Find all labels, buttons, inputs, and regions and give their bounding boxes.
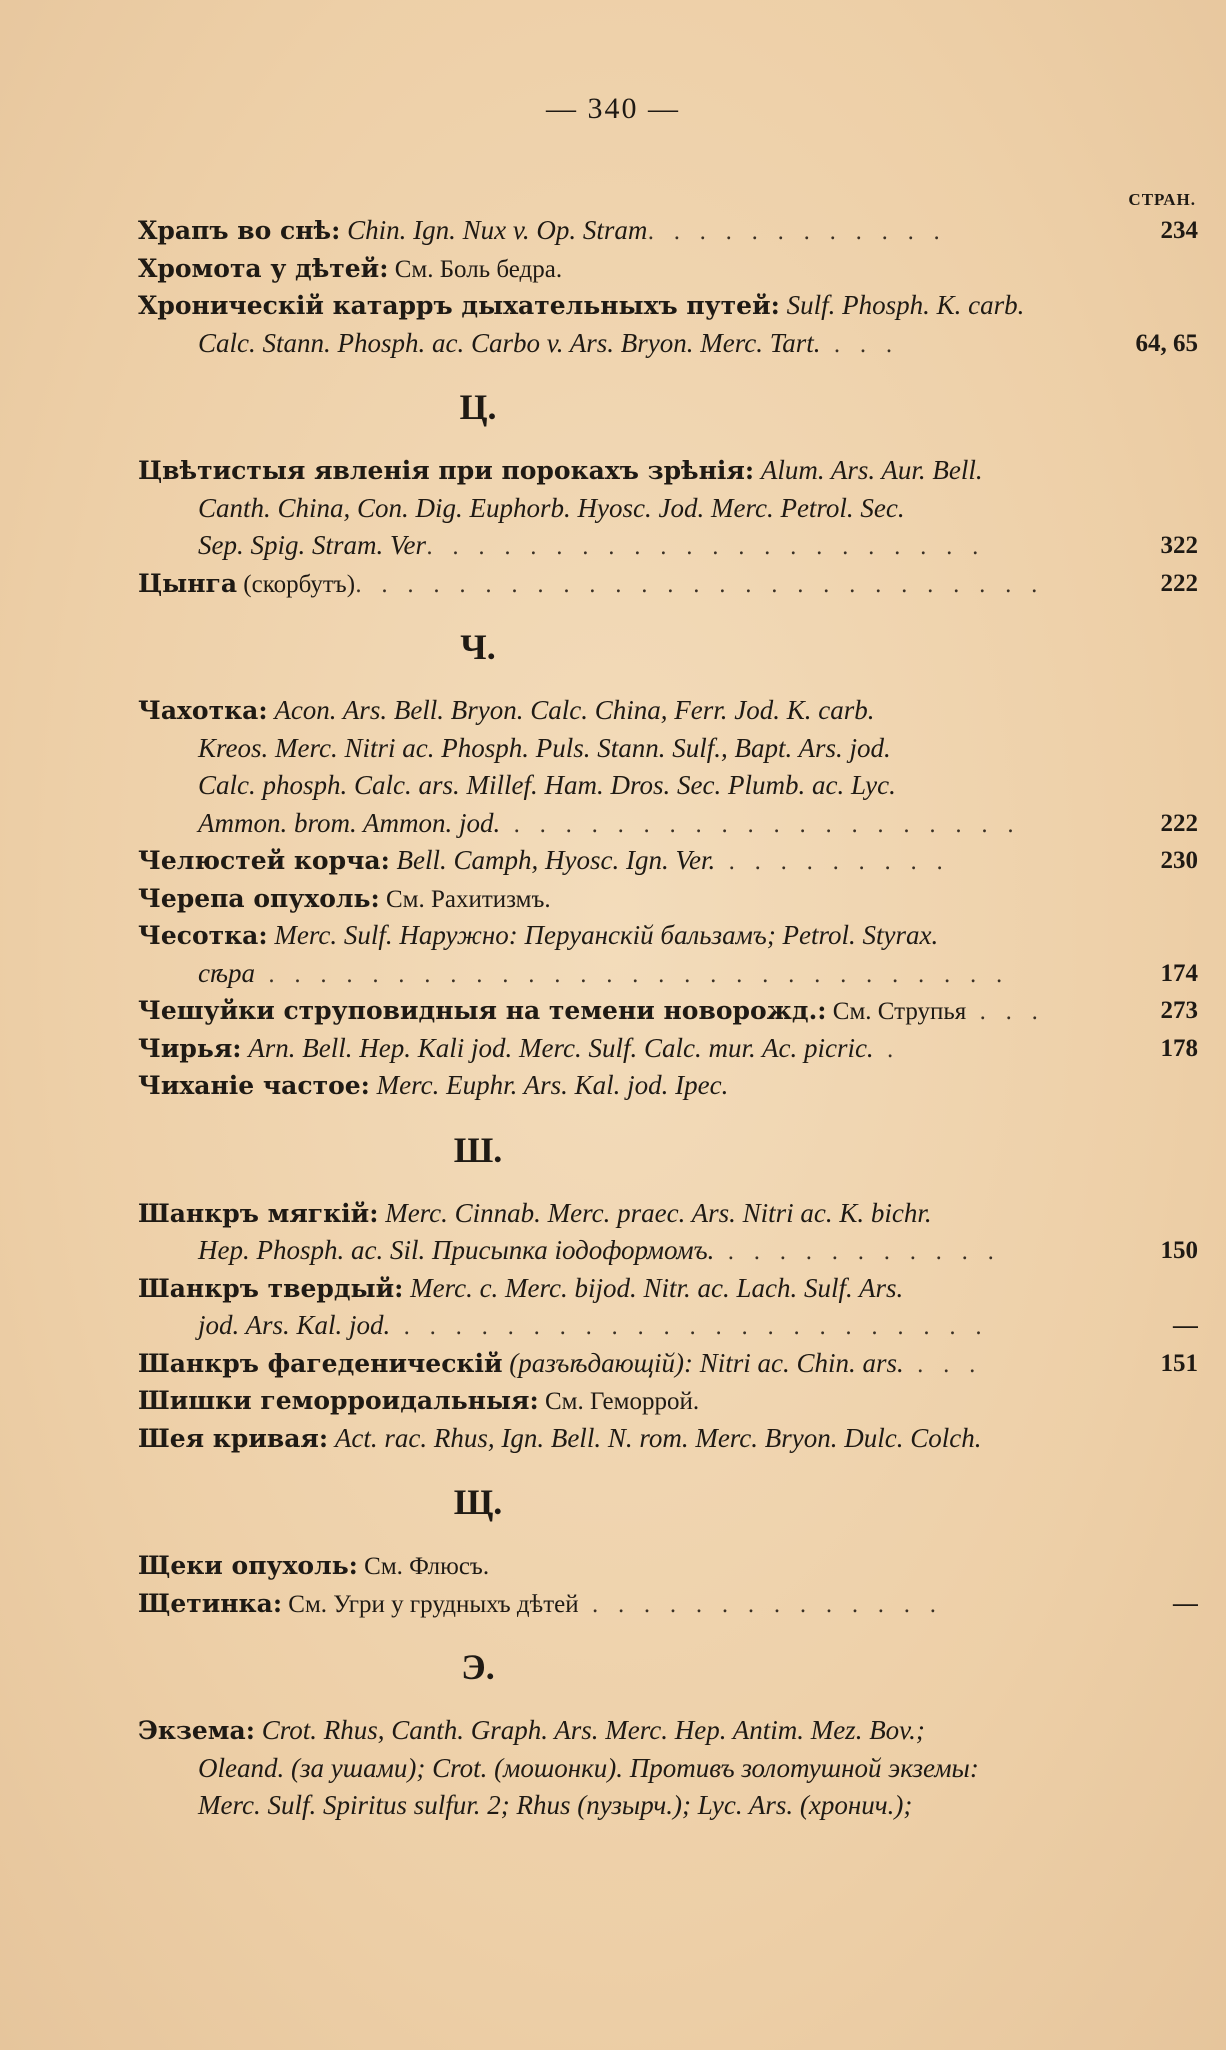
entry-remedies: Canth. China, Con. Dig. Euphorb. Hyosc. Jod. Merc. Petrol. Sec.: [198, 492, 905, 523]
page-reference: 222: [1160, 569, 1198, 597]
entry-remedies: Sulf. Phosph. K. carb.: [779, 290, 1025, 320]
index-content: [138, 212, 1198, 1825]
page-reference: 234: [1160, 217, 1198, 244]
entry-remedies: Kreos. Merc. Nitri ac. Phosph. Puls. Stann. Sulf., Bapt. Ars. jod.: [198, 732, 891, 763]
entry-term: Цвѣтистыя явленія при порокахъ зрѣнія:: [138, 456, 755, 485]
index-entry-continuation: [138, 805, 1198, 843]
entry-term: Щеки опухоль:: [138, 1551, 358, 1580]
entry-remedies: См. Флюсъ.: [357, 1553, 490, 1580]
entry-remedies: сѣра: [198, 957, 255, 988]
entry-remedies: Calc. Stann. Phosph. ac. Carbo v. Ars. Bryon. Merc. Tart.: [198, 327, 821, 358]
entry-remedies: Merc. c. Merc. bijod. Nitr. ac. Lach. Sulf. Ars.: [403, 1272, 904, 1303]
page-reference: 151: [1160, 1349, 1198, 1377]
leader-dots: .: [873, 1037, 900, 1063]
page-reference: 64, 65: [1135, 329, 1198, 357]
leader-dots: . . . . . . . . . . . . . . . . . . . . . . .: [390, 1315, 988, 1340]
entry-term: Шанкръ мягкій:: [138, 1198, 379, 1228]
index-entry-continuation: [138, 767, 1198, 805]
leader-dots: . . . . . . . . . . . . . . . . . . . .: [500, 812, 1020, 838]
entry-term: Чесотка:: [138, 921, 268, 950]
page-reference: 174: [1160, 959, 1198, 987]
index-entry: [138, 1382, 1198, 1420]
page-reference: 322: [1160, 532, 1198, 559]
section-letter: Ц.: [459, 387, 497, 427]
index-entry: [138, 1345, 1198, 1383]
entry-term: Шанкръ твердый:: [138, 1273, 404, 1303]
entry-remedies: Chin. Ign. Nux v. Op. Stram: [340, 215, 648, 245]
entry-remedies: См. Геморрой.: [538, 1388, 700, 1415]
leader-dots: . . . . . . . . . . . . . . . . . . . . . . . . . . . . .: [255, 962, 1009, 988]
entry-term: Цынга: [138, 568, 238, 598]
entry-remedies: Bell. Camph, Hyosc. Ign. Ver.: [389, 845, 716, 875]
page-reference: 150: [1160, 1237, 1198, 1264]
entry-remedies: Hep. Phosph. ac. Sil. Присыпка іодоформомъ.: [198, 1235, 715, 1265]
index-entry: [138, 1712, 1198, 1750]
section-letter: Э.: [461, 1647, 495, 1687]
page-reference: 230: [1160, 847, 1198, 874]
index-entry: [138, 1195, 1198, 1233]
entry-term: Чирья:: [138, 1033, 242, 1063]
entry-term: Шишки геморроидальныя:: [138, 1386, 539, 1415]
section-letter: Ш.: [453, 1129, 503, 1170]
entry-term: Хромота у дѣтей:: [138, 253, 389, 283]
index-entry: [138, 1420, 1198, 1458]
entry-term: Чиханіе частое:: [138, 1071, 370, 1100]
page-reference: —: [1173, 1312, 1198, 1339]
index-entry: [138, 212, 1198, 250]
index-entry: [138, 1585, 1198, 1623]
index-entry-continuation: [138, 1787, 1198, 1825]
entry-term: Шанкръ фагеденическій: [138, 1348, 503, 1378]
page-reference: 273: [1160, 997, 1198, 1024]
entry-remedies: (разъѣдающій): Nitri ac. Chin. ars.: [502, 1347, 904, 1378]
leader-dots: . . .: [820, 332, 899, 358]
section-letter: Щ.: [453, 1482, 503, 1522]
index-entry: [138, 1030, 1198, 1068]
entry-term: Чешуйки струповидныя на темени новорожд.:: [138, 996, 827, 1025]
entry-remedies: Merc. Cinnab. Merc. praec. Ars. Nitri ac. K. bichr.: [378, 1197, 932, 1228]
index-entry: [138, 287, 1198, 325]
entry-remedies: Oleand. (за ушами); Crot. (мошонки). Противъ золотушной экземы:: [198, 1752, 979, 1783]
page-reference: 178: [1160, 1034, 1198, 1062]
index-entry-continuation: [138, 955, 1198, 993]
index-entry-continuation: [138, 1307, 1198, 1345]
entry-remedies: Acon. Ars. Bell. Bryon. Calc. China, Ferr. Jod. K. carb.: [267, 695, 875, 725]
index-entry: [138, 1067, 1198, 1105]
index-entry: [138, 1547, 1198, 1585]
index-entry: [138, 917, 1198, 955]
entry-remedies: Calc. phosph. Calc. ars. Millef. Ham. Dros. Sec. Plumb. ac. Lyc.: [198, 770, 896, 800]
entry-remedies: Merc. Euphr. Ars. Kal. jod. Ipec.: [369, 1070, 729, 1100]
entry-remedies: См. Угри у грудныхъ дѣтей: [282, 1590, 579, 1618]
page-number: — 340 —: [546, 92, 680, 125]
entry-term: Хроническій катарръ дыхательныхъ путей:: [138, 291, 780, 320]
section-letter: Ч.: [460, 627, 496, 667]
index-entry-continuation: [138, 1750, 1198, 1788]
page-reference: 222: [1160, 809, 1198, 837]
index-entry: [138, 250, 1198, 288]
index-entry: [138, 992, 1198, 1030]
entry-remedies: Merc. Sulf. Spiritus sulfur. 2; Rhus (пузырч.); Lyc. Ars. (хронич.);: [198, 1790, 913, 1820]
entry-remedies: Alum. Ars. Aur. Bell.: [754, 455, 983, 485]
index-entry-continuation: [138, 730, 1198, 768]
entry-remedies: См. Боль бедра.: [388, 255, 563, 283]
entry-term: Черепа опухоль:: [138, 883, 380, 913]
entry-term: Шея кривая:: [138, 1423, 329, 1453]
index-entry-continuation: [138, 490, 1198, 528]
index-entry-continuation: [138, 325, 1198, 363]
entry-remedies: См. Струпья: [826, 998, 967, 1025]
entry-remedies: Sep. Spig. Stram. Ver: [198, 530, 426, 560]
entry-term: Челюстей корча:: [138, 846, 390, 875]
entry-remedies: jod. Ars. Kal. jod.: [198, 1310, 391, 1340]
leader-dots: . . . . . . . . . . . . . .: [578, 1592, 943, 1618]
entry-term: Храпъ во снѣ:: [138, 216, 341, 245]
entry-remedies: (скорбутъ): [237, 570, 356, 598]
index-entry: [138, 842, 1198, 880]
index-entry: [138, 452, 1198, 490]
index-entry: [138, 880, 1198, 918]
entry-remedies: Crot. Rhus, Canth. Graph. Ars. Merc. Hep. Antim. Mez. Bov.;: [254, 1715, 925, 1745]
entry-remedies: Act. rac. Rhus, Ign. Bell. N. rom. Merc. Bryon. Dulc. Colch.: [328, 1422, 982, 1453]
index-entry: [138, 1270, 1198, 1308]
leader-dots: . . . . . . . . . . . . . . . . . . . . . .: [425, 535, 985, 560]
leader-dots: . . . . . . . . . . .: [714, 1240, 1001, 1265]
page-column-label: СТРАН.: [1128, 190, 1196, 209]
entry-remedies: Arn. Bell. Hep. Kali jod. Merc. Sulf. Calc. mur. Ac. picric.: [241, 1032, 874, 1063]
leader-dots: . . . . . . . . . . . . . . . . . . . . . . . . . . .: [355, 572, 1044, 598]
leader-dots: . . .: [966, 1000, 1045, 1025]
leader-dots: . . .: [903, 1352, 982, 1378]
index-entry: [138, 565, 1198, 603]
index-entry: [138, 692, 1198, 730]
entry-remedies: См. Рахитизмъ.: [379, 885, 551, 913]
leader-dots: . . . . . . . . . . . .: [647, 220, 947, 245]
entry-remedies: Ammon. brom. Ammon. jod.: [198, 807, 501, 838]
entry-remedies: Merc. Sulf. Наружно: Перуанскій бальзамъ; Petrol. Styrax.: [267, 920, 939, 950]
page-reference: —: [1173, 1589, 1198, 1617]
index-entry-continuation: [138, 527, 1198, 565]
entry-term: Экзема:: [138, 1716, 255, 1745]
leader-dots: . . . . . . . . .: [715, 850, 950, 875]
entry-term: Щетинка:: [138, 1588, 283, 1618]
entry-term: Чахотка:: [138, 696, 268, 725]
index-entry-continuation: [138, 1232, 1198, 1270]
